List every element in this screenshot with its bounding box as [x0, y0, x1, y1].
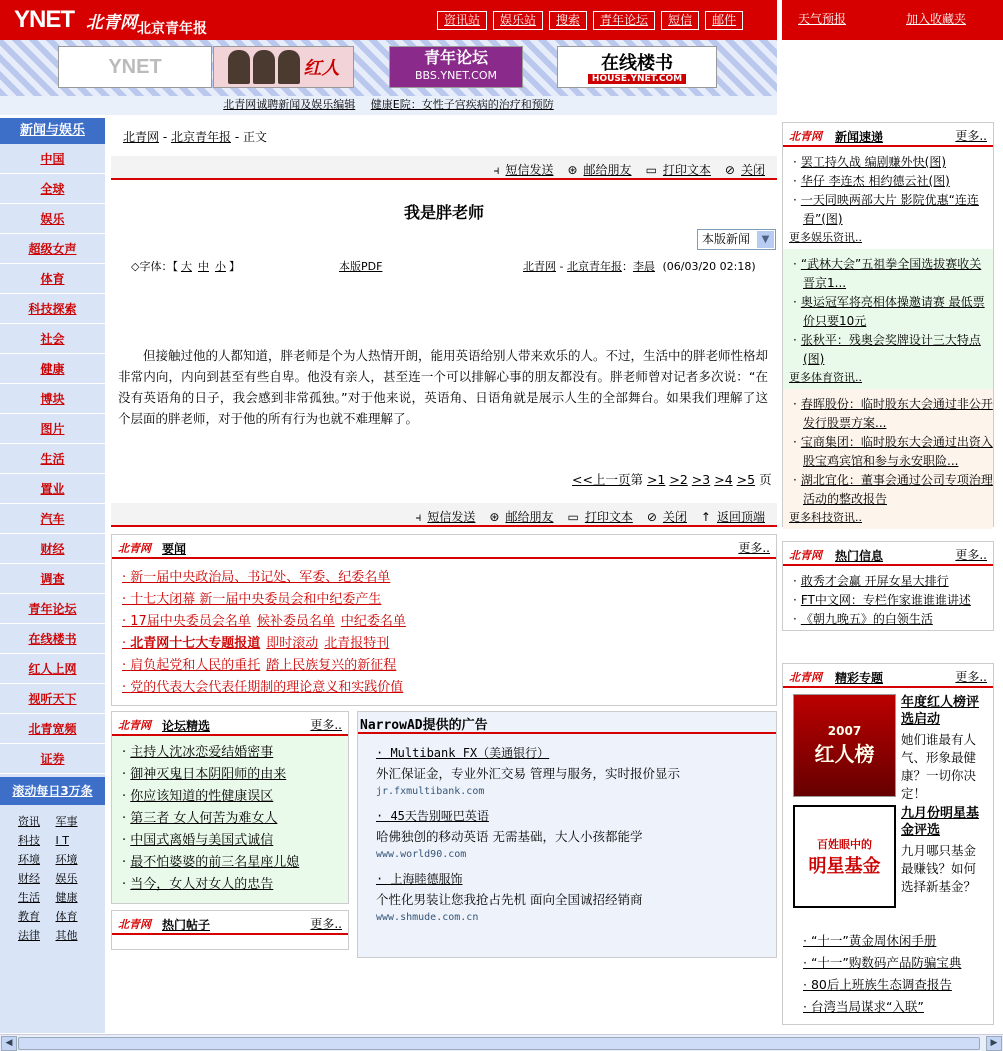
pager-label-ye: 页: [759, 472, 772, 487]
site-name: 北京青年报: [137, 21, 207, 37]
add-favorite-link[interactable]: 加入收藏夹: [906, 12, 967, 26]
banner-bbs[interactable]: [389, 46, 523, 88]
ad-link[interactable]: · 45天告别哑巴英语: [376, 807, 776, 824]
news-link[interactable]: · 湖北宜化：董事会通过公司专项治理活动的整改报告: [783, 471, 993, 509]
category-link[interactable]: 生活: [18, 891, 40, 904]
ynet-brand-logo: 北青网: [789, 549, 822, 562]
tech-news-section: [783, 389, 993, 529]
sidebar-item-photo[interactable]: 图片: [0, 414, 105, 444]
sms-icon: ⫞: [493, 163, 500, 177]
featured-link[interactable]: · 80后上班族生态调查报告: [783, 974, 993, 996]
category-link[interactable]: 军事: [55, 815, 78, 828]
list-item: [122, 677, 776, 699]
category-link[interactable]: 体育: [55, 910, 78, 923]
sidebar-item-forum[interactable]: 青年论坛: [0, 594, 105, 624]
category-link[interactable]: 法律: [18, 929, 40, 942]
info-link[interactable]: · 敢秀才会赢 开屏女星大排行: [783, 572, 993, 591]
breadcrumb-paper[interactable]: 北京青年报: [170, 130, 231, 144]
news-link[interactable]: · “武林大会”五祖拳全国选拔赛收关 晋京1...: [783, 255, 993, 293]
promo-hongren-title[interactable]: 年度红人榜评选启动: [901, 695, 980, 727]
page-link-2[interactable]: >2: [669, 472, 688, 487]
headline-link[interactable]: 即时滚动: [266, 636, 319, 651]
list-item: [122, 633, 776, 655]
sidebar-item-society[interactable]: 社会: [0, 324, 105, 354]
news-link[interactable]: · 罢工持久战 编剧赚外快(图): [783, 153, 993, 172]
forum-picks-header: [112, 712, 348, 736]
category-link[interactable]: 娱乐: [55, 872, 78, 885]
left-sidebar: [0, 118, 105, 1033]
breadcrumb-sep: -: [159, 130, 171, 144]
featured-topics-header: [783, 664, 993, 688]
forum-picks-more-link[interactable]: 更多..: [310, 718, 342, 732]
sidebar-item-broadband[interactable]: 北青宽频: [0, 714, 105, 744]
sidebar-item-tech[interactable]: 科技探索: [0, 294, 105, 324]
sms-icon: ⫞: [415, 510, 422, 524]
hot-info-header: [783, 542, 993, 566]
promo-fund-image-label: 明星基金: [808, 855, 881, 877]
forum-post-link[interactable]: 第三者 女人何苦为难女人: [130, 811, 278, 826]
list-item: [122, 589, 776, 611]
font-size-label: ◇字体：【: [131, 260, 178, 273]
category-link[interactable]: 健康: [55, 891, 78, 904]
featured-links: [783, 930, 993, 1018]
sidebar-item-survey[interactable]: 调查: [0, 564, 105, 594]
news-express-more-link[interactable]: 更多..: [955, 129, 987, 143]
category-link[interactable]: 财经: [18, 872, 40, 885]
ad-text: 外汇保证金，专业外汇交易 管理与服务，实时报价显示: [376, 766, 680, 781]
print-icon: ▭: [567, 510, 579, 524]
pdf-link[interactable]: 本版PDF: [339, 260, 383, 273]
sidebar-item-life[interactable]: 生活: [0, 444, 105, 474]
ad-url[interactable]: www.shmude.com.cn: [376, 912, 479, 923]
source-link-ynet[interactable]: 北青网: [523, 260, 556, 273]
close-button[interactable]: ⊘ 关闭: [724, 163, 765, 177]
sidebar-item-finance[interactable]: 财经: [0, 534, 105, 564]
sidebar-category-grid: [0, 805, 105, 944]
ynet-brand-logo: 北青网: [789, 130, 822, 143]
page-link-5[interactable]: >5: [736, 472, 756, 487]
sidebar-item-health[interactable]: 健康: [0, 354, 105, 384]
promo-hongren-text: 她们谁最有人气、形象最健康？一切你决定！: [901, 732, 977, 801]
forum-picks-box: [111, 711, 349, 904]
promo-hongren-image[interactable]: [793, 694, 896, 797]
top-right-bar: [782, 0, 1003, 40]
sidebar-item-china[interactable]: 中国: [0, 144, 105, 174]
font-size-control: [131, 258, 240, 274]
print-button[interactable]: ▭ 打印文本: [645, 163, 711, 177]
promo-hongren: [783, 694, 993, 799]
ynet-logo[interactable]: YNET: [14, 6, 75, 33]
news-express-box: [782, 122, 994, 527]
banner-hongren-label: 红人: [303, 58, 340, 79]
sidebar-item-ent[interactable]: 娱乐: [0, 204, 105, 234]
author-link[interactable]: 李晨: [632, 260, 655, 273]
mail-icon: ⊛: [567, 163, 578, 177]
top-header-bar: [0, 0, 777, 40]
hot-info-box: [782, 541, 994, 631]
sms-send-button[interactable]: ⫞ 短信发送: [493, 163, 554, 177]
breadcrumb-current: 正文: [242, 130, 267, 144]
sidebar-item-realestate[interactable]: 置业: [0, 474, 105, 504]
headline-link[interactable]: 17届中央委员会名单: [130, 614, 251, 629]
font-mid-link[interactable]: 中: [197, 260, 209, 273]
category-link[interactable]: 教育: [18, 910, 40, 923]
sidebar-item-house[interactable]: 在线楼书: [0, 624, 105, 654]
sms-send-button[interactable]: ⫞ 短信发送: [415, 510, 476, 524]
list-item: [122, 567, 776, 589]
ads-box: [357, 711, 777, 958]
page-link-3[interactable]: >3: [691, 472, 711, 487]
list-item: [122, 808, 348, 830]
ad-link[interactable]: · Multibank FX（美通银行）: [376, 744, 776, 761]
article-toolbar-top: [111, 156, 777, 180]
news-link[interactable]: · 奥运冠军将亮相体操邀请赛 最低票价只要10元: [783, 293, 993, 331]
banner-house-title: 在线楼书: [601, 53, 673, 74]
mail-friend-button[interactable]: ⊛ 邮给朋友: [567, 163, 632, 177]
more-tech-link[interactable]: 更多科技资讯..: [789, 511, 862, 524]
ads-title: NarrowAD提供的广告: [358, 712, 776, 734]
forum-post-link[interactable]: 中国式离婚与美国式诚信: [130, 833, 274, 848]
mail-icon: ⊛: [489, 510, 500, 524]
mail-friend-button[interactable]: ⊛ 邮给朋友: [489, 510, 554, 524]
banner-faces: [228, 50, 300, 84]
face-thumbnail: [253, 50, 275, 84]
promo-fund-image-top: 百姓眼中的: [817, 837, 872, 851]
more-sports-link[interactable]: 更多体育资讯..: [789, 371, 862, 384]
nav-search[interactable]: 搜索: [549, 11, 587, 30]
edition-select[interactable]: [697, 229, 776, 250]
hot-posts-title[interactable]: 热门帖子: [162, 918, 211, 932]
font-small-link[interactable]: 小: [214, 260, 226, 273]
ent-news-section: [783, 147, 993, 249]
news-link[interactable]: · 华仔 李连杰 相约德云社(图): [783, 172, 993, 191]
ynet-brand-logo: 北青网: [789, 671, 822, 684]
news-express-header: [783, 123, 993, 147]
ad-url[interactable]: www.world90.com: [376, 849, 467, 860]
close-button[interactable]: ⊘ 关闭: [646, 510, 687, 524]
print-icon: ▭: [645, 163, 657, 177]
scrollbar-thumb[interactable]: [18, 1037, 980, 1050]
headline-link[interactable]: 党的代表大会代表任期制的理论意义和实践价值: [130, 680, 404, 695]
article-source: 北青网 - 北京青年报：李晨 (06/03/20 02:18): [523, 260, 756, 273]
more-ent-link[interactable]: 更多娱乐资讯..: [789, 231, 862, 244]
promo-fund-text: 九月哪只基金最赚钱？如何选择新基金？: [901, 843, 977, 894]
forum-post-link[interactable]: 当今，女人对女人的忠告: [130, 877, 274, 892]
sidebar-item-sports[interactable]: 体育: [0, 264, 105, 294]
promo-hongren-image-label: 红人榜: [814, 742, 875, 766]
headline-link[interactable]: 候补委员名单: [256, 614, 335, 629]
sidebar-item-hongren[interactable]: 红人上网: [0, 654, 105, 684]
featured-link[interactable]: · 台湾当局谋求“入联”: [783, 996, 993, 1018]
close-icon: ⊘: [724, 163, 735, 177]
category-link[interactable]: 资讯: [18, 815, 40, 828]
breadcrumb-sep: -: [231, 130, 243, 144]
hot-info-title[interactable]: 热门信息: [835, 549, 884, 563]
featured-topics-more-link[interactable]: 更多..: [955, 670, 987, 684]
featured-link[interactable]: · “十一”黄金周休闲手册: [783, 930, 993, 952]
ad-item: [358, 870, 776, 923]
headlines-header: [112, 535, 776, 559]
info-link[interactable]: · FT中文网：专栏作家谁谁谁讲述: [783, 591, 993, 610]
news-link[interactable]: · 张秋平：残奥会奖牌设计三大特点(图): [783, 331, 993, 369]
forum-post-link[interactable]: 主持人沈冰恋爱结婚密事: [130, 745, 274, 760]
forum-post-link[interactable]: 最不怕婆婆的前三名星座儿媳: [130, 855, 300, 870]
nav-ent-station[interactable]: 娱乐站: [493, 11, 543, 30]
face-thumbnail: [228, 50, 250, 84]
ynet-brand-logo: 北青网: [118, 918, 151, 931]
promo-year: 2007: [827, 724, 862, 738]
forum-post-link[interactable]: 御神灭鬼日本阴阳师的由来: [130, 767, 287, 782]
pager: [572, 470, 772, 488]
nav-sms[interactable]: 短信: [661, 11, 699, 30]
sub-link-hiring[interactable]: 北青网诚聘新闻及娱乐编辑: [223, 98, 356, 111]
featured-topics-box: [782, 663, 994, 1025]
category-link[interactable]: 其他: [55, 929, 78, 942]
article-toolbar-bottom: [111, 503, 777, 527]
breadcrumb: [123, 128, 267, 145]
news-link[interactable]: · 春晖股份：临时股东大会通过非公开发行股票方案...: [783, 395, 993, 433]
list-item: [122, 830, 348, 852]
hot-info-more-link[interactable]: 更多..: [955, 548, 987, 562]
list-item: [122, 764, 348, 786]
promo-fund-image[interactable]: [793, 805, 896, 908]
nav-forum[interactable]: 青年论坛: [593, 11, 655, 30]
sidebar-item-blog[interactable]: 博块: [0, 384, 105, 414]
sidebar-item-world[interactable]: 全球: [0, 174, 105, 204]
sports-news-section: [783, 249, 993, 389]
headline-link[interactable]: 十七大闭幕 新一届中央委员会和中纪委产生: [130, 592, 382, 607]
headline-link[interactable]: 踏上民族复兴的新征程: [266, 658, 397, 673]
ynet-brand-logo: 北青网: [118, 719, 151, 732]
list-item: [122, 742, 348, 764]
sidebar-head-rolling[interactable]: 滚动每日3万条: [0, 777, 105, 805]
promo-fund-title[interactable]: 九月份明星基金评选: [901, 806, 980, 838]
hot-posts-header: [112, 911, 348, 935]
featured-topics-title[interactable]: 精彩专题: [835, 671, 884, 685]
nav-news-station[interactable]: 资讯站: [437, 11, 487, 30]
category-link[interactable]: 环境: [18, 853, 40, 866]
font-big-link[interactable]: 大: [180, 260, 192, 273]
edition-select-value: 本版新闻: [702, 232, 751, 246]
article-date: (06/03/20 02:18): [662, 260, 756, 273]
banner-house-url: HOUSE.YNET.COM: [588, 74, 686, 84]
ad-link[interactable]: · 上海睦德服饰: [376, 870, 776, 887]
article-title: 我是胖老师: [403, 203, 484, 222]
sidebar-item-stock[interactable]: 证券: [0, 744, 105, 774]
category-link[interactable]: I T: [55, 834, 69, 847]
ad-url[interactable]: jr.fxmultibank.com: [376, 786, 485, 797]
headlines-box: [111, 534, 777, 706]
page-link-1[interactable]: >1: [646, 472, 666, 487]
list-item: [122, 874, 348, 896]
print-button[interactable]: ▭ 打印文本: [567, 510, 633, 524]
sidebar-item-av[interactable]: 视听天下: [0, 684, 105, 714]
page-link-4[interactable]: >4: [714, 472, 733, 487]
source-link-paper[interactable]: 北京青年报: [566, 260, 622, 273]
forum-picks-title[interactable]: 论坛精选: [162, 719, 211, 733]
ynet-brand-logo: 北青网: [118, 542, 151, 555]
headlines-title[interactable]: 要闻: [162, 542, 187, 556]
list-item: [122, 852, 348, 874]
news-link[interactable]: · 宝商集团：临时股东大会通过出资入股宝鸡宾馆和参与永安职险...: [783, 433, 993, 471]
scroll-right-icon[interactable]: ▶: [986, 1036, 1002, 1051]
banner-ynet[interactable]: YNET: [58, 46, 212, 88]
forum-post-link[interactable]: 你应该知道的性健康误区: [130, 789, 274, 804]
banner-house[interactable]: [557, 46, 717, 88]
forum-picks-list: [112, 736, 348, 896]
headline-link[interactable]: 北青报特刊: [324, 636, 390, 651]
sub-link-health[interactable]: 健康E院：女性子宫疾病的治疗和预防: [370, 98, 554, 111]
weather-link[interactable]: 天气预报: [798, 12, 847, 26]
horizontal-scrollbar[interactable]: [0, 1034, 1003, 1051]
ad-text: 个性化男装让您我抢占先机 面向全国诚招经销商: [376, 892, 643, 907]
banner-strip: [0, 40, 777, 96]
promo-fund: [783, 805, 993, 910]
news-link[interactable]: · 一天同映两部大片 影院优惠“连连看”(图): [783, 191, 993, 229]
headline-link[interactable]: 中纪委名单: [340, 614, 406, 629]
headlines-list: [112, 559, 776, 699]
ad-item: [358, 744, 776, 797]
pager-label-di: 第: [630, 472, 643, 487]
category-link[interactable]: 科技: [18, 834, 40, 847]
hot-info-list: [783, 566, 993, 633]
nav-mail[interactable]: 邮件: [705, 11, 743, 30]
arrow-up-icon: ↑: [700, 510, 711, 524]
ad-item: [358, 807, 776, 860]
banner-bbs-url: BBS.YNET.COM: [414, 69, 498, 82]
news-express-title[interactable]: 新闻速递: [835, 130, 884, 144]
headline-link[interactable]: 北青网十七大专题报道: [130, 636, 261, 651]
close-icon: ⊘: [646, 510, 657, 524]
scroll-left-icon[interactable]: ◀: [1, 1036, 17, 1051]
headlines-more-link[interactable]: 更多..: [738, 541, 770, 555]
article-body: 但接触过他的人都知道，胖老师是个为人热情开朗，能用英语给别人带来欢乐的人。不过，生活中的胖老师性格却非常内向，内向到甚至有些自卑。他没有亲人，甚至连一个可以排解心事的朋友都没有。胖老师曾对记者多次说：“在没有英语角的日子，我会感到非常孤独。”对于他来说，英语角、日语角就是展示人生的全部舞台。如果我们理解了这个层面的胖老师，对于他的所有行为也就不难理解了。: [118, 348, 769, 426]
banner-bbs-title: 青年论坛: [423, 48, 488, 67]
hot-posts-box: [111, 910, 349, 950]
sub-headline-bar: [0, 96, 777, 115]
headline-link[interactable]: 新一届中央政治局、书记处、军委、纪委名单: [130, 570, 391, 585]
top-nav: [437, 11, 743, 30]
ynet-cn-logo[interactable]: 北青网: [86, 13, 137, 33]
featured-link[interactable]: · “十一”购数码产品防骗宝典: [783, 952, 993, 974]
sidebar-item-auto[interactable]: 汽车: [0, 504, 105, 534]
headline-link[interactable]: 肩负起党和人民的重托: [130, 658, 261, 673]
font-size-end: 】: [228, 260, 240, 273]
banner-hongren[interactable]: [213, 46, 354, 88]
info-link[interactable]: · 《朝九晚五》的白领生活: [783, 610, 993, 629]
back-to-top-button[interactable]: ↑ 返回顶端: [700, 510, 765, 524]
list-item: [122, 655, 776, 677]
hot-posts-more-link[interactable]: 更多..: [310, 917, 342, 931]
category-link[interactable]: 环境: [55, 853, 78, 866]
chevron-down-icon[interactable]: ▼: [757, 231, 774, 248]
list-item: [122, 611, 776, 633]
sidebar-item-supergirl[interactable]: 超级女声: [0, 234, 105, 264]
face-thumbnail: [278, 50, 300, 84]
prev-page-link[interactable]: <<上一页: [572, 472, 631, 487]
sidebar-head-news-ent[interactable]: 新闻与娱乐: [0, 118, 105, 144]
list-item: [122, 786, 348, 808]
breadcrumb-home[interactable]: 北青网: [123, 130, 160, 144]
ad-text: 哈佛独创的移动英语 无需基础，大人小孩都能学: [376, 829, 643, 844]
